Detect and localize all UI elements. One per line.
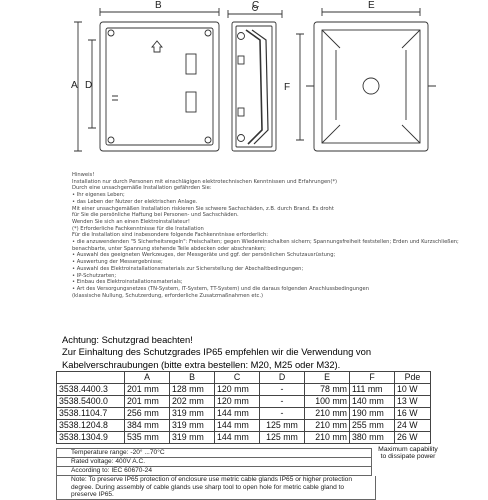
table-cell: 144 mm: [215, 408, 260, 420]
dimension-label-d: D: [85, 80, 93, 91]
table-cell: 3538.1204.8: [57, 420, 125, 432]
warning-line: Zur Einhaltung des Schutzgrades IP65 empfehlen wir die Verwendung von: [62, 346, 372, 358]
note-line: (klassische Nullung, Schutzerdung, erforderliche Zusatzmaßnahmen etc.): [72, 292, 264, 299]
dimensions-table: [56, 371, 431, 444]
table-cell: 210 mm: [305, 420, 350, 432]
column-header: D: [260, 372, 305, 384]
note-line: Durch eine unsachgemäße Installation gefährden Sie:: [72, 185, 212, 192]
table-cell: 144 mm: [215, 432, 260, 444]
column-header: [57, 372, 125, 384]
column-header: C: [215, 372, 260, 384]
dimension-label-f: F: [284, 82, 291, 93]
table-cell: 255 mm: [350, 420, 395, 432]
table-row: [57, 408, 431, 420]
table-cell: 3538.5400.0: [57, 396, 125, 408]
note-line: • IP-Schutzarten;: [72, 272, 117, 279]
table-cell: 3538.4400.3: [57, 384, 125, 396]
table-row: [57, 432, 431, 444]
table-cell: 140 mm: [350, 396, 395, 408]
table-cell: 120 mm: [215, 384, 260, 396]
dimension-label-c: C: [252, 0, 260, 11]
dimension-label-a: A: [71, 80, 78, 91]
dimension-label-b: B: [155, 0, 162, 11]
note-line: • Art des Versorgungsnetzes (TN-System, IT-System, TT-System) und die daraus folgenden Anschlussbedingungen: [72, 285, 370, 292]
note-line: Mit einer unsachgemäßen Installation riskieren Sie schwere Sachschäden, z.B. durch Brand. Es droht: [72, 205, 334, 212]
table-cell: 125 mm: [260, 432, 305, 444]
front-view-drawing: [100, 22, 219, 151]
rated-voltage: Rated voltage: 400V A.C.: [56, 458, 372, 467]
note-line: (*) Erforderliche Fachkenntnisse für die Installation: [72, 225, 204, 232]
table-header-row: [57, 372, 431, 384]
note-line: für Sie die persönliche Haftung bei Personen- und Sachschäden.: [72, 212, 239, 219]
note-line: benachbarte, unter Spannung stehende Teile abdecken oder abschranken;: [72, 245, 266, 252]
ip65-note: Note: To preserve IP65 protection of enclosure use metric cable glands IP65 or higher protection degree. During assembly of cable glands use sharp tool to open hole for metric cable gland to preserve IP65.: [56, 476, 376, 500]
table-cell: 210 mm: [305, 432, 350, 444]
table-cell: 144 mm: [215, 420, 260, 432]
note-line: • Auswahl des Elektroinstallationsmaterials zur Sicherstellung der Abschaltbedingungen;: [72, 265, 304, 272]
side-view-drawing: [228, 6, 282, 152]
note-line: Für die Installation sind insbesondere folgende Fachkenntnisse erforderlich:: [72, 232, 269, 239]
table-cell: 26 W: [395, 432, 431, 444]
table-cell: 535 mm: [125, 432, 170, 444]
dimension-label-e: E: [368, 0, 375, 11]
table-cell: 380 mm: [350, 432, 395, 444]
table-row: [57, 396, 431, 408]
table-cell: 78 mm: [305, 384, 350, 396]
table-cell: 10 W: [395, 384, 431, 396]
table-cell: 190 mm: [350, 408, 395, 420]
table-cell: 201 mm: [125, 384, 170, 396]
specifications-footer: [56, 448, 430, 500]
column-header: F: [350, 372, 395, 384]
table-cell: 256 mm: [125, 408, 170, 420]
note-line: Wenden Sie sich an einen Elektroinstallateur!: [72, 218, 190, 225]
note-line: • Einbau des Elektroinstallationsmaterials;: [72, 279, 183, 286]
installation-notes: [72, 172, 459, 299]
table-cell: 13 W: [395, 396, 431, 408]
column-header: Pde: [395, 372, 431, 384]
temperature-range: Temperature range: -20° ...70°C: [56, 448, 372, 458]
table-cell: 319 mm: [170, 408, 215, 420]
column-header: B: [170, 372, 215, 384]
note-line: • das Leben der Nutzer der elektrischen Anlage.: [72, 198, 198, 205]
table-cell: -: [260, 384, 305, 396]
table-cell: 319 mm: [170, 432, 215, 444]
table-cell: 111 mm: [350, 384, 395, 396]
table-cell: 120 mm: [215, 396, 260, 408]
table-cell: 210 mm: [305, 408, 350, 420]
column-header: E: [305, 372, 350, 384]
note-line: Installation nur durch Personen mit einschlägigen elektrotechnischen Kenntnissen und Erfahrungen(*): [72, 178, 338, 185]
note-line: • Auswahl des geeigneten Werkzeuges, der Messgeräte und ggf. der persönlichen Schutzausrüstung;: [72, 252, 336, 259]
table-cell: 384 mm: [125, 420, 170, 432]
table-cell: -: [260, 408, 305, 420]
table-cell: -: [260, 396, 305, 408]
table-cell: 319 mm: [170, 420, 215, 432]
table-cell: 3538.1104.7: [57, 408, 125, 420]
table-cell: 202 mm: [170, 396, 215, 408]
warning-line: Kabelverschraubungen (bitte extra bestellen: M20, M25 oder M32).: [62, 358, 341, 370]
note-line: Hinweis!: [72, 172, 95, 178]
table-row: [57, 384, 431, 396]
table-cell: 128 mm: [170, 384, 215, 396]
column-header: A: [125, 372, 170, 384]
note-line: • die anzuwendenden "5 Sicherheitsregeln": Freischalten; gegen Wiedereinschalten sichern; Spannungsfreiheit feststellen; Erden und Kurzschließen;: [72, 239, 459, 246]
table-row: [57, 420, 431, 432]
standard-reference: According to: IEC 60670-24: [56, 467, 372, 476]
protection-warning: [62, 334, 422, 371]
note-line: • Auswertung der Messergebnisse;: [72, 259, 163, 266]
warning-title: Achtung: Schutzgrad beachten!: [62, 334, 193, 345]
back-view-drawing: [306, 22, 436, 151]
table-cell: 16 W: [395, 408, 431, 420]
table-cell: 3538.1304.9: [57, 432, 125, 444]
max-capability-label: Maximum capability to dissipate power: [378, 446, 438, 461]
table-cell: 100 mm: [305, 396, 350, 408]
table-cell: 24 W: [395, 420, 431, 432]
table-cell: 125 mm: [260, 420, 305, 432]
table-cell: 201 mm: [125, 396, 170, 408]
note-line: • Ihr eigenes Leben;: [72, 192, 125, 199]
